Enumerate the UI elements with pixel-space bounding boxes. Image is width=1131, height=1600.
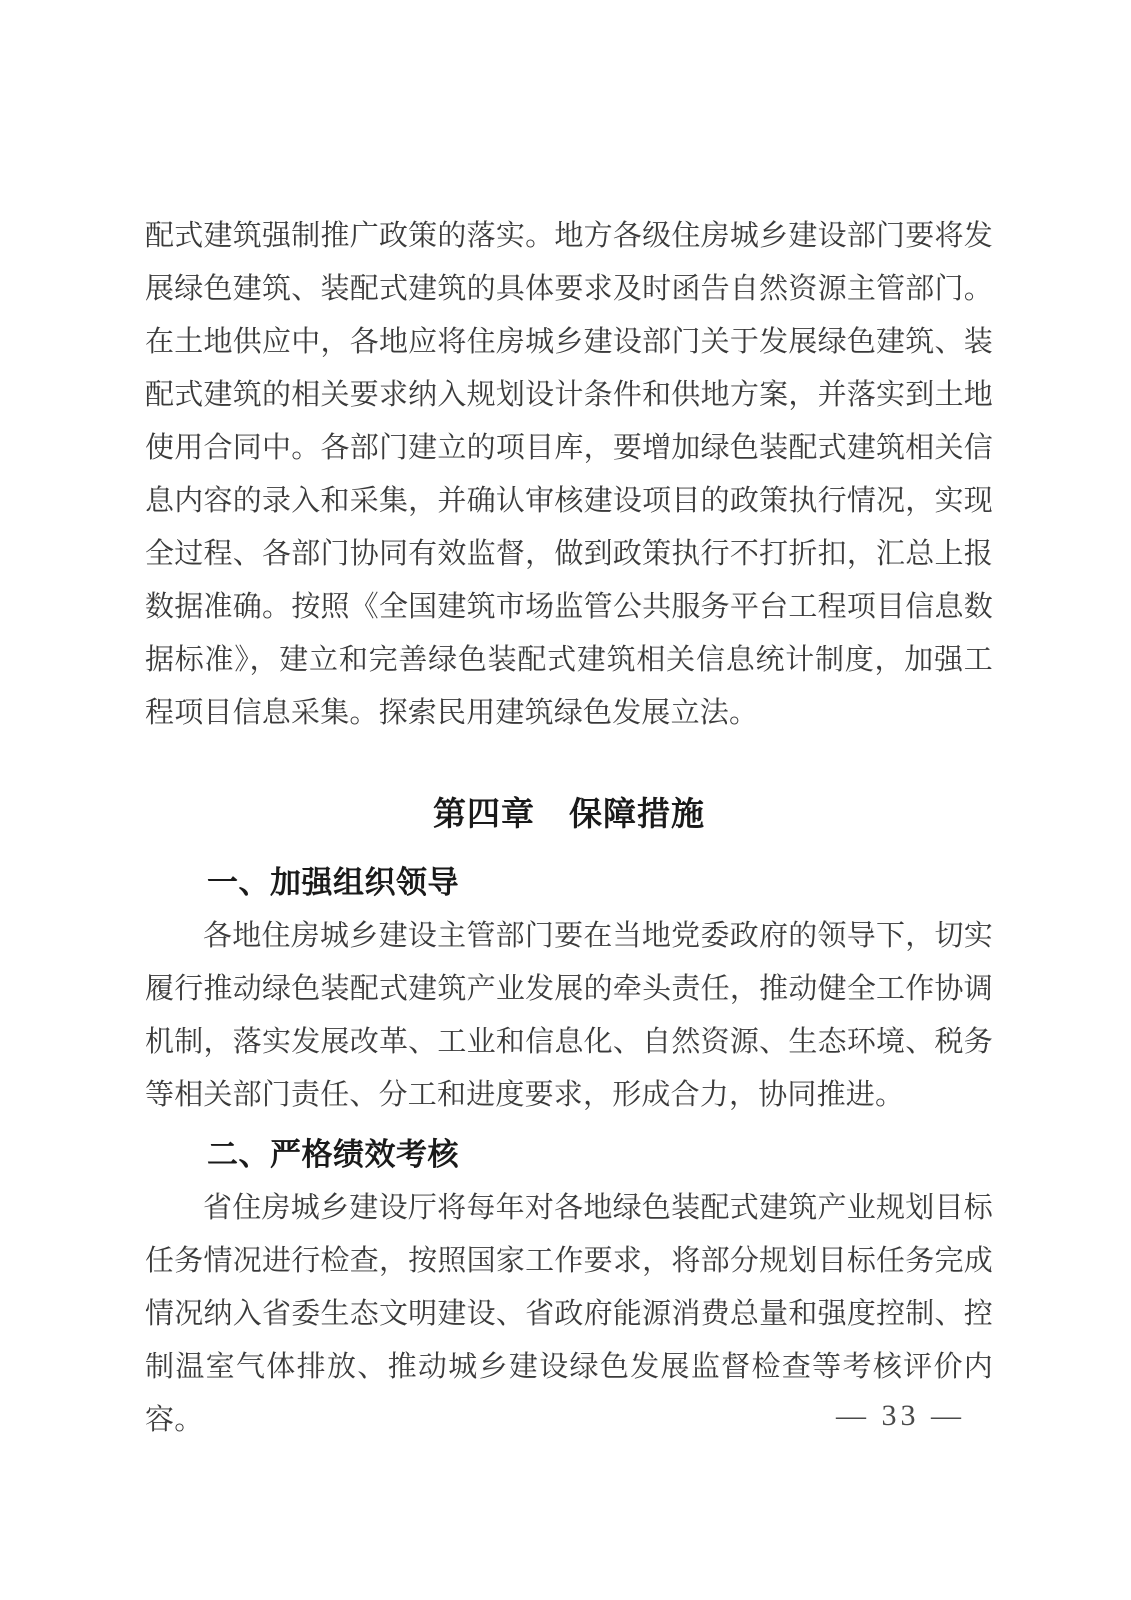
page-number: — 33 — xyxy=(836,1399,965,1432)
chapter-heading: 第四章 保障措施 xyxy=(433,797,705,833)
section-heading-1: 一、加强组织领导 xyxy=(207,865,459,900)
document-content xyxy=(145,210,993,1447)
continuation-paragraph: 配式建筑强制推广政策的落实。地方各级住房城乡建设部门要将发展绿色建筑、装配式建筑的具体要求及时函告自然资源主管部门。在土地供应中，各地应将住房城乡建设部门关于发展绿色建筑、装配式建筑的相关要求纳入规划设计条件和供地方案，并落实到土地使用合同中。各部门建立的项目库，要增加绿色装配式建筑相关信息内容的录入和采集，并确认审核建设项目的政策执行情况，实现全过程、各部门协同有效监督，做到政策执行不打折扣，汇总上报数据准确。按照《全国建筑市场监管公共服务平台工程项目信息数据标准》，建立和完善绿色装配式建筑相关信息统计制度，加强工程项目信息采集。探索民用建筑绿色发展立法。 xyxy=(145,220,993,729)
section-paragraph-2: 省住房城乡建设厅将每年对各地绿色装配式建筑产业规划目标任务情况进行检查，按照国家工作要求，将部分规划目标任务完成情况纳入省委生态文明建设、省政府能源消费总量和强度控制、控制温室气体排放、推动城乡建设绿色发展监督检查等考核评价内容。 xyxy=(145,1192,993,1436)
section-paragraph-1: 各地住房城乡建设主管部门要在当地党委政府的领导下，切实履行推动绿色装配式建筑产业发展的牵头责任，推动健全工作协调机制，落实发展改革、工业和信息化、自然资源、生态环境、税务等相关部门责任、分工和进度要求，形成合力，协同推进。 xyxy=(145,920,993,1111)
section-heading-2: 二、严格绩效考核 xyxy=(207,1137,459,1172)
